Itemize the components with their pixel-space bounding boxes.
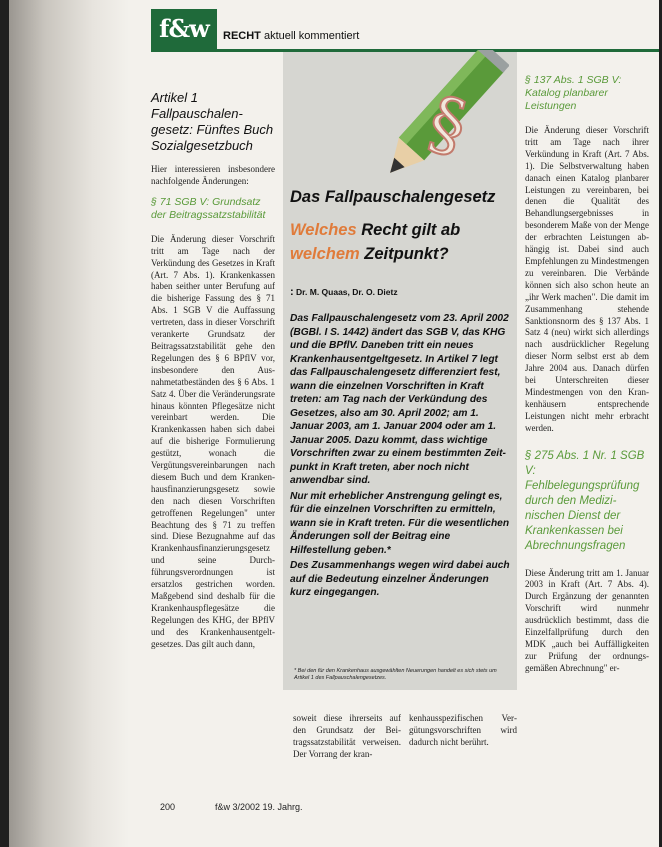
- box-subtitle: [290, 218, 516, 266]
- box-paragraph-2: Nur mit erheblicher Anstrengung gelingt es, für die einzelnen Vorschriften zu ermitteln, wann sie in Kraft treten. Für die wesentlichen Änderungen soll der Beitrag eine Hilfestellung geben.*: [290, 490, 510, 556]
- box-subtitle-black-1: Recht gilt ab: [356, 221, 461, 239]
- section-header: [223, 30, 359, 42]
- fw-logo: f&w: [151, 9, 217, 49]
- svg-text:§: §: [420, 80, 476, 169]
- pencil-paragraph-illustration: [369, 50, 509, 190]
- box-text: [290, 312, 512, 602]
- section-header-bold: RECHT: [223, 30, 261, 42]
- box-subtitle-black-2: Zeitpunkt?: [359, 245, 449, 263]
- box-subtitle-orange-2: welchem: [290, 245, 360, 263]
- box-subtitle-orange-1: Welches: [290, 221, 357, 239]
- right-column: [525, 74, 649, 678]
- box-paragraph-3: Des Zusammenhangs wegen wird dabei auch auf die Bedeutung einzelner Änderungen kurz eingegangen.: [290, 560, 510, 598]
- left-column: [151, 90, 275, 654]
- middle-column-b: [409, 713, 517, 752]
- journal-reference: f&w 3/2002 19. Jahrg.: [215, 802, 303, 812]
- authors-line: [290, 286, 398, 298]
- right-body-1: Die Änderung dieser Vorschrift tritt am Tage nach ihrer Verkündung in Kraft (Art. 7 Abs. 1). Die Selbstverwaltung haben danach einen Katalog planbarer Leistungen zu vereinbaren, bei denen die Qualität des Behandlungsergebnisses in besonderem Maße von der Menge der erbrachten Leistungen abhängig ist. Dabei sind auch Empfehlungen zu Mindestmengen zu vereinbaren. Die Verbände können sich also schon heute an „ihr Werk machen". Die damit im Zusammenhang stehende Sanktionsnorm des § 137 Abs. 1 Satz 4 (neu) wirkt sich allerdings nach ausdrücklicher Regelung dieser Norm selbst erst ab dem Jahre 2004 aus. Danach dürfen bei Unterschreiten dieser Mindestmengen von den Krankenhäusern entsprechende Leistungen nicht mehr erbracht werden.: [525, 125, 649, 433]
- right-body-2: Diese Änderung tritt am 1. Januar 2003 in Kraft (Art. 7 Abs. 4). Durch Ergänzung der genannten Vorschrift wird nunmehr ausdrücklich bestimmt, dass die Einzelfallprüfung durch den MDK „auch bei Auffälligkeiten zur Prüfung der ordnungsgemäßen Abrechnung" er-: [525, 567, 649, 673]
- article-heading: Artikel 1 Fallpauschalengesetz: Fünftes Buch Sozialgesetzbuch: [151, 90, 274, 153]
- middle-text-b: kenhausspezifischen Vergütungsvorschriften wird dadurch nicht berührt.: [409, 713, 517, 747]
- right-subheading-2: § 275 Abs. 1 Nr. 1 SGB V: Fehlbelegungsprüfung durch den Medizinischen Dienst der Krankenkassen bei Abrechnungsfragen: [525, 449, 645, 552]
- book-spine-shadow: [9, 0, 129, 847]
- left-body: Die Änderung dieser Vorschrift tritt am Tage nach der Verkündung des Gesetzes in Kraft (Art. 7 Abs. 1). Krankenkassen haben seither unter Berufung auf die bisherige Fassung des § 71 Abs. 1 SGB V die Auffassung vertreten, dass in dieser Vorschrift verankerte Grundsatz der Beitragssatzstabilität gehe den Regelungen des § 6 BPflV vor, insbesondere den Ausnahmetatbeständen des § 6 Abs. 1 Satz 4. Über die Veränderungsrate hinaus könnten Pflegesätze nicht vereinbart werden. Die Krankenkassen haben sich dabei auf die bisherige Formulierung gestützt, wonach die Vergütungsvereinbarungen nach diesem Buch und dem Krankenhausfinanzierungsgesetz sowie den nach diesen Vorschriften getroffenen Regelungen" unter Beachtung des § 71 zu treffen sind. Diese Bezugnahme auf das Krankenhausfinanzierungsgesetz und seine Durchführungsverordnungen ist ersatzlos gestrichen worden. Maßgebend sind deshalb für die Krankenhauspflegesätze die Regelungen des KHG, der BPflV und des Krankenhausentgeltgesetzes. Das gilt auch dann,: [151, 233, 275, 649]
- authors-prefix: :: [290, 286, 294, 298]
- box-title: Das Fallpauschalengesetz: [290, 188, 496, 206]
- middle-column-a: [293, 713, 401, 764]
- box-paragraph-1: Das Fallpauschalengesetz vom 23. April 2002 (BGBl. I S. 1442) ändert das SGB V, das KHG und die BPflV. Daneben tritt ein neues Krankenhausentgeltgesetz. In Artikel 7 legt das Fallpauschalengesetz differenziert fest, wann die einzelnen Vorschriften in Kraft treten: am Tag nach der Verkündung des Gesetzes, also am 30. April 2002; am 1. Januar 2003, am 1. Januar 2004 oder am 1. Januar 2005. Dazu kommt, dass wichtige Vorschriften zwar zu einem bestimmten Zeitpunkt in Kraft treten, aber noch nicht anwendbar sind.: [290, 313, 509, 486]
- middle-text-a: soweit diese ihrerseits auf den Grundsatz der Beitragssatzstabilität verweisen. Der Vorrang der kran-: [293, 713, 401, 759]
- magazine-page: [9, 0, 659, 847]
- right-subheading-1: § 137 Abs. 1 SGB V: Katalog planbarer Leistungen: [525, 74, 622, 112]
- box-footnote: * Bei den für den Krankenhaus ausgewählten Neuerungen handelt es sich stets um Artikel 1 des Fallpauschalengesetzes.: [294, 668, 497, 681]
- left-subheading: § 71 SGB V: Grundsatz der Beitragssatzstabilität: [151, 195, 266, 221]
- section-header-rest: aktuell kommentiert: [263, 30, 360, 42]
- page-number: 200: [160, 802, 176, 812]
- left-intro: Hier interessieren insbesondere nachfolgende Änderungen:: [151, 164, 275, 186]
- authors: Dr. M. Quaas, Dr. O. Dietz: [296, 287, 398, 297]
